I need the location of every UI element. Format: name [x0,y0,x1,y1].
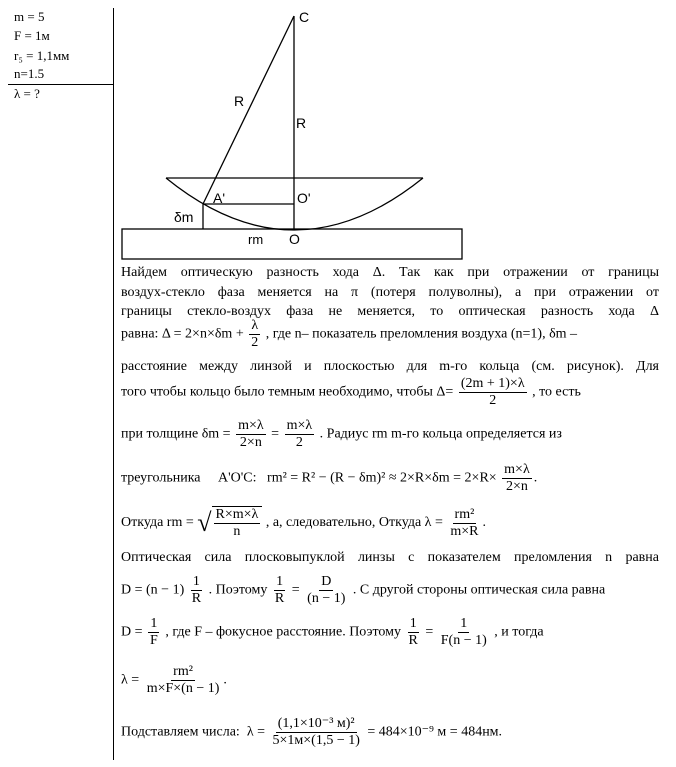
fraction-one-over-r-2: $\frac{1}{R}$ [274,574,285,606]
fraction-one-over-r: $\frac{1}{R}$ [191,574,202,606]
label-delta-m: δm [174,209,194,225]
given-r5: r₅ = 1,1мм [14,48,70,63]
sqrt-expression: √ $\frac{R\times m\times\lambda}{n}$ [197,506,262,540]
text-line-9: Откуда rm = √ $\frac{R\times m\times\lambda}{n}$ , а, следовательно, Откуда λ = $\frac{\text{rm²}}{m\times R}$ . [121,506,486,539]
text-line-14: Подставляем числа: λ = $\frac{\text{(1,1×10⁻³ м)²}}{5\times 1м\times(1,5 - 1)}$ = 484×10⁻⁹ м = 484нм. [121,716,503,748]
lens-figure [0,0,676,270]
fraction-one-over-f: $\frac{1}{F}$ [150,616,158,648]
text-line-13: λ = $\frac{\text{rm²}}{m\times F\times(n - 1)}$ . [121,664,227,696]
fraction-lambda-2: $\frac{\lambda}{2}$ [251,318,259,350]
text-line-12: D = $\frac{1}{F}$ , где F – фокусное расстояние. Поэтому $\frac{1}{R}$ = $\frac{1}{F(n - 1)}$ , и тогда [121,616,544,648]
slant-radius [203,16,294,204]
label-c: C [299,9,310,25]
fraction-final-formula: $\frac{\text{rm²}}{m\times F\times(n - 1)}$ [146,664,220,696]
label-o-prime: O' [297,190,311,206]
text-line-7: при толщине δm = $\frac{m\times\lambda}{2\times n}$ = $\frac{m\times\lambda}{2}$ . Радиус rm m-го кольца определяется из [121,418,562,450]
fraction-lambda-a: $\frac{\text{rm²}}{m\times R}$ [450,506,479,539]
label-a: A' [213,190,226,206]
fraction-thickness-1: $\frac{m\times\lambda}{2\times n}$ [238,418,264,450]
text-line-3: границы стекло-воздух фаза не меняется, то оптическая разность хода Δ [121,304,659,319]
fraction-one-over-r-3: $\frac{1}{R}$ [408,616,418,648]
fraction-one-over-fn: $\frac{1}{F(n - 1)}$ [440,616,487,648]
fraction-thickness-2: $\frac{m\times\lambda}{2}$ [286,418,313,450]
given-find: λ = ? [14,86,40,101]
text-line-5: расстояние между линзой и плоскостью для m-го кольца (см. рисунок). Для [121,359,659,374]
given-n: n=1.5 [14,66,45,81]
label-o: O [289,231,300,247]
fraction-numeric: $\frac{\text{(1,1×10⁻³ м)²}}{5\times 1м\times(1,5 - 1)}$ [272,716,360,748]
text-line-4: равна: Δ = 2×n×δm + $\frac{\lambda}{2}$ , где n– показатель преломления воздуха (n=1), δm – [121,318,578,350]
text-line-6: того чтобы кольцо было темным необходимо, чтобы Δ= $\frac{(2m + 1)\times\lambda}{2}$ , то есть [121,376,581,408]
given-f: F = 1м [14,28,50,43]
label-r-vertical: R [296,115,307,131]
text-line-10: Оптическая сила плосковыпуклой линзы с показателем преломления n равна [121,550,659,565]
fraction-triangle: $\frac{m\times\lambda}{2\times n}$ [504,462,530,494]
label-rm: rm [248,232,264,247]
fraction-d-over-n: $\frac{D}{(n - 1)}$ [307,574,346,606]
text-line-8: треугольника A'O'C: rm² = R² − (R − δm)² ≈ 2×R×δm = 2×R× $\frac{m\times\lambda}{2\times n}$ . [121,462,538,494]
text-line-2: воздух-стекло фаза меняется на π (потеря полуволны), а при отражении от [121,285,659,300]
fraction-dark-condition: $\frac{(2m + 1)\times\lambda}{2}$ [460,376,525,408]
given-m: m = 5 [14,9,45,24]
text-line-1: Найдем оптическую разность хода Δ. Так как при отражении от границы [121,265,659,280]
text-line-11: D = (n − 1) $\frac{1}{R}$ . Поэтому $\frac{1}{R}$ = $\frac{D}{(n - 1)}$ . С другой стороны оптическая сила равна [121,574,606,606]
label-r-slant: R [234,93,245,109]
